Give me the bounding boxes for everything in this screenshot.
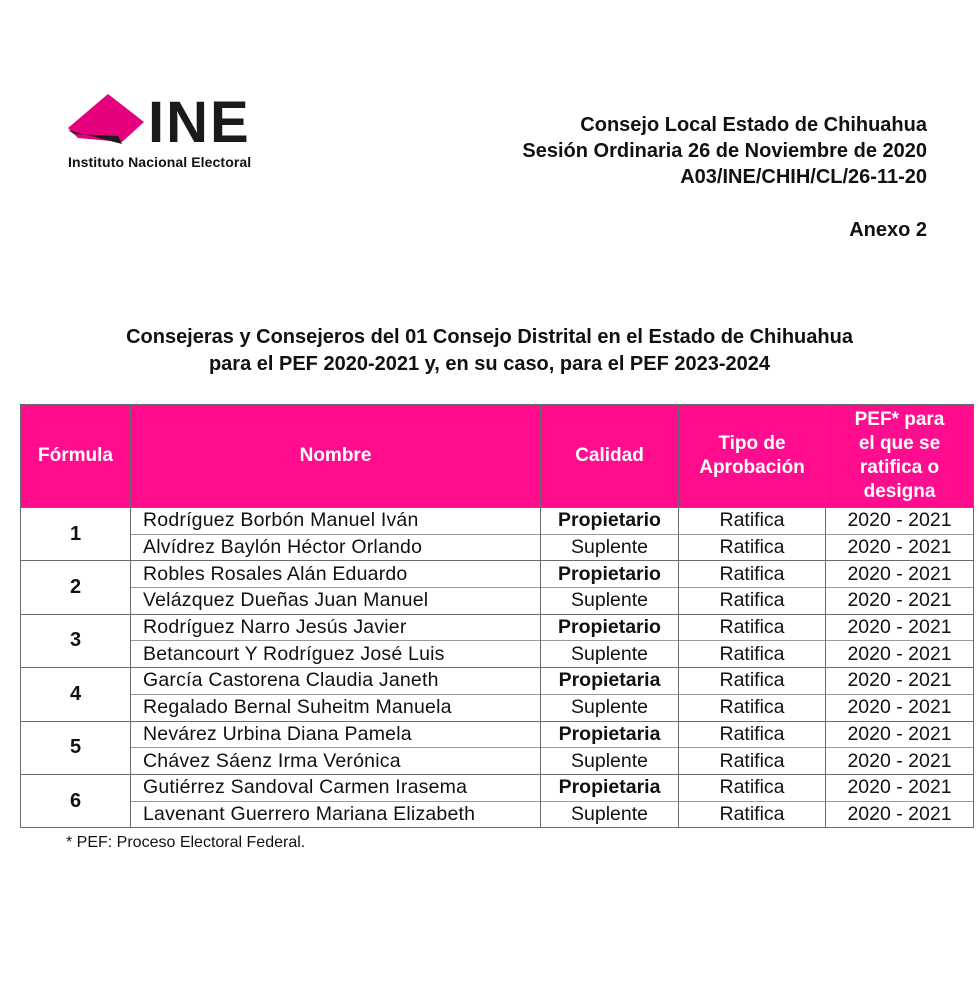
member-calidad: Propietario bbox=[541, 561, 679, 588]
approval-type: Ratifica bbox=[679, 534, 826, 561]
member-calidad: Propietaria bbox=[541, 774, 679, 801]
document-title bbox=[0, 324, 979, 378]
ine-wordmark: INE bbox=[148, 92, 251, 154]
header-pef-line2: el que se bbox=[858, 433, 941, 454]
header-pef-line3: ratifica o bbox=[859, 457, 940, 478]
approval-type: Ratifica bbox=[679, 748, 826, 775]
table-row bbox=[21, 641, 974, 668]
formula-number: 1 bbox=[21, 508, 131, 561]
approval-type: Ratifica bbox=[679, 721, 826, 748]
pef-period: 2020 - 2021 bbox=[826, 774, 974, 801]
session-date: Sesión Ordinaria 26 de Noviembre de 2020 bbox=[522, 140, 927, 162]
member-name: Rodríguez Narro Jesús Javier bbox=[131, 614, 541, 641]
approval-type: Ratifica bbox=[679, 614, 826, 641]
member-name: Alvídrez Baylón Héctor Orlando bbox=[131, 534, 541, 561]
header-nombre: Nombre bbox=[131, 405, 541, 508]
approval-type: Ratifica bbox=[679, 801, 826, 828]
member-calidad: Propietario bbox=[541, 508, 679, 535]
table-row bbox=[21, 801, 974, 828]
title-line-1: Consejeras y Consejeros del 01 Consejo Distrital en el Estado de Chihuahua bbox=[126, 326, 853, 348]
header-pef bbox=[826, 405, 974, 508]
member-calidad: Suplente bbox=[541, 588, 679, 615]
table-row bbox=[21, 508, 974, 535]
table-body bbox=[21, 508, 974, 828]
member-name: García Castorena Claudia Janeth bbox=[131, 668, 541, 695]
agreement-code: A03/INE/CHIH/CL/26-11-20 bbox=[680, 166, 927, 188]
header-pef-line4: designa bbox=[863, 481, 936, 502]
table-row bbox=[21, 534, 974, 561]
pef-period: 2020 - 2021 bbox=[826, 721, 974, 748]
formula-number: 4 bbox=[21, 668, 131, 721]
approval-type: Ratifica bbox=[679, 694, 826, 721]
member-name: Chávez Sáenz Irma Verónica bbox=[131, 748, 541, 775]
member-name: Robles Rosales Alán Eduardo bbox=[131, 561, 541, 588]
pef-period: 2020 - 2021 bbox=[826, 508, 974, 535]
pef-period: 2020 - 2021 bbox=[826, 641, 974, 668]
member-name: Lavenant Guerrero Mariana Elizabeth bbox=[131, 801, 541, 828]
ine-logo bbox=[64, 92, 324, 172]
formula-number: 3 bbox=[21, 614, 131, 667]
table-row bbox=[21, 668, 974, 695]
member-calidad: Propietario bbox=[541, 614, 679, 641]
header-tipo bbox=[679, 405, 826, 508]
table-row bbox=[21, 588, 974, 615]
table-row bbox=[21, 561, 974, 588]
table-row bbox=[21, 748, 974, 775]
member-calidad: Suplente bbox=[541, 534, 679, 561]
header-formula: Fórmula bbox=[21, 405, 131, 508]
member-calidad: Suplente bbox=[541, 641, 679, 668]
approval-type: Ratifica bbox=[679, 588, 826, 615]
ine-logo-mark bbox=[64, 92, 324, 154]
member-calidad: Propietaria bbox=[541, 668, 679, 695]
approval-type: Ratifica bbox=[679, 774, 826, 801]
formula-number: 2 bbox=[21, 561, 131, 614]
approval-type: Ratifica bbox=[679, 641, 826, 668]
pef-period: 2020 - 2021 bbox=[826, 694, 974, 721]
councilors-table bbox=[20, 404, 974, 828]
pef-period: 2020 - 2021 bbox=[826, 588, 974, 615]
session-header bbox=[522, 112, 927, 190]
table-row bbox=[21, 721, 974, 748]
header-calidad: Calidad bbox=[541, 405, 679, 508]
member-name: Rodríguez Borbón Manuel Iván bbox=[131, 508, 541, 535]
council-name: Consejo Local Estado de Chihuahua bbox=[580, 114, 927, 136]
member-name: Velázquez Dueñas Juan Manuel bbox=[131, 588, 541, 615]
approval-type: Ratifica bbox=[679, 561, 826, 588]
table-row bbox=[21, 614, 974, 641]
member-calidad: Propietaria bbox=[541, 721, 679, 748]
title-line-2: para el PEF 2020-2021 y, en su caso, para el PEF 2023-2024 bbox=[208, 353, 771, 375]
pef-period: 2020 - 2021 bbox=[826, 748, 974, 775]
member-calidad: Suplente bbox=[541, 748, 679, 775]
member-name: Regalado Bernal Suheitm Manuela bbox=[131, 694, 541, 721]
pef-period: 2020 - 2021 bbox=[826, 801, 974, 828]
member-name: Betancourt Y Rodríguez José Luis bbox=[131, 641, 541, 668]
footnote: * PEF: Proceso Electoral Federal. bbox=[66, 834, 306, 851]
pef-period: 2020 - 2021 bbox=[826, 668, 974, 695]
formula-number: 6 bbox=[21, 774, 131, 827]
pef-period: 2020 - 2021 bbox=[826, 614, 974, 641]
header-pef-line1: PEF* para bbox=[854, 409, 945, 430]
formula-number: 5 bbox=[21, 721, 131, 774]
table-header-row bbox=[21, 405, 974, 508]
approval-type: Ratifica bbox=[679, 508, 826, 535]
pef-period: 2020 - 2021 bbox=[826, 561, 974, 588]
table-row bbox=[21, 694, 974, 721]
ine-subtitle: Instituto Nacional Electoral bbox=[68, 154, 252, 170]
member-name: Gutiérrez Sandoval Carmen Irasema bbox=[131, 774, 541, 801]
annex-label: Anexo 2 bbox=[849, 219, 927, 241]
member-calidad: Suplente bbox=[541, 694, 679, 721]
header-tipo-line2: Aprobación bbox=[699, 457, 805, 478]
header-tipo-line1: Tipo de bbox=[718, 433, 786, 454]
table-row bbox=[21, 774, 974, 801]
member-calidad: Suplente bbox=[541, 801, 679, 828]
pef-period: 2020 - 2021 bbox=[826, 534, 974, 561]
approval-type: Ratifica bbox=[679, 668, 826, 695]
member-name: Nevárez Urbina Diana Pamela bbox=[131, 721, 541, 748]
